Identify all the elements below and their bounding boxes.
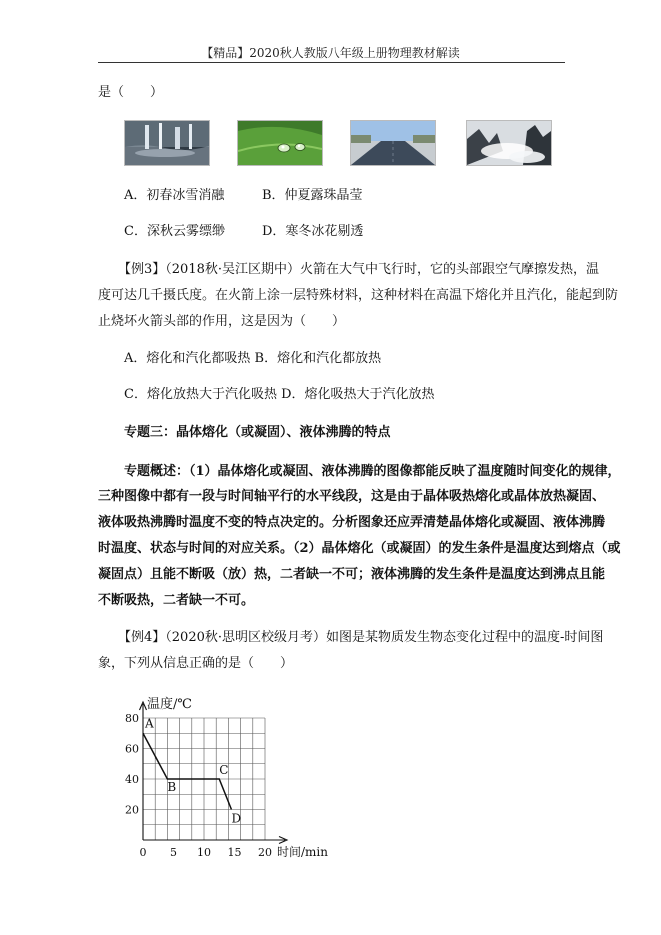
example4-line2: 象，下列从信息正确的是（ ） (98, 656, 294, 671)
y-tick-label: 40 (125, 773, 139, 786)
x-axis-label: 时间/min (277, 845, 328, 859)
x-tick-label: 15 (227, 846, 242, 859)
y-axis-label: 温度/℃ (147, 697, 192, 712)
chart-svg (118, 686, 358, 866)
option-c: C．深秋云雾缥缈 (124, 224, 225, 239)
question-stem-tail: 是（ ） (98, 85, 164, 100)
option-a: A．初春冰雪消融 (124, 188, 225, 203)
dew-on-leaf-photo (237, 120, 323, 166)
topic3-summary-line1: 专题概述：（1）晶体熔化或凝固、液体沸腾的图像都能反映了温度随时间变化的规律， (124, 464, 621, 479)
example3-options-ab: A．熔化和汽化都吸热 B．熔化和汽化都放热 (124, 351, 382, 366)
y-tick-label: 20 (125, 803, 139, 817)
topic3-title: 专题三：晶体熔化（或凝固）、液体沸腾的特点 (124, 425, 391, 440)
temperature-curve (143, 733, 231, 809)
header-divider (98, 62, 565, 63)
y-tick-label: 80 (125, 712, 139, 725)
example3-line2: 度可达几千摄氏度。在火箭上涂一层特殊材料，这种材料在高温下熔化并且汽化，能起到防 (98, 288, 619, 303)
frosty-road-photo (350, 120, 436, 166)
topic3-summary-line5: 凝固点）且能不断吸（放）热，二者缺一不可；液体沸腾的发生条件是温度达到沸点且能 (98, 567, 606, 582)
option-b: B．仲夏露珠晶莹 (262, 188, 363, 203)
x-tick-label: 0 (139, 846, 147, 859)
y-tick-label: 60 (125, 742, 139, 756)
page-header: 【精品】2020秋人教版八年级上册物理教材解读 (201, 46, 460, 60)
example3-line3: 止烧坏火箭头部的作用，这是因为（ ） (98, 314, 346, 329)
topic3-summary-line3: 液体吸热沸腾时温度不变的特点决定的。分析图象还应弄清楚晶体熔化或凝固、液体沸腾 (98, 515, 606, 530)
icicle-melting-water-photo (124, 120, 210, 166)
point-label-c: C (219, 763, 229, 777)
option-d: D．寒冬冰花剔透 (262, 224, 364, 239)
misty-mountain-photo (466, 120, 552, 166)
example3-options-cd: C．熔化放热大于汽化吸热 D．熔化吸热大于汽化放热 (124, 387, 435, 402)
topic3-summary-line2: 三种图像中都有一段与时间轴平行的水平线段，这是由于晶体吸热熔化或晶体放热凝固、 (98, 489, 606, 504)
topic3-summary-line6: 不断吸热，二者缺一不可。 (98, 593, 255, 608)
point-label-d: D (231, 811, 242, 826)
topic3-summary-line4: 时温度、状态与时间的对应关系。（2）晶体熔化（或凝固）的发生条件是温度达到熔点（或 (98, 541, 621, 556)
example3-line1: 【例3】（2018秋·吴江区期中）火箭在大气中飞行时，它的头部跟空气摩擦发热，温 (118, 262, 599, 277)
point-label-b: B (167, 780, 177, 794)
x-tick-label: 20 (258, 846, 272, 859)
x-tick-label: 10 (197, 846, 211, 859)
x-tick-label: 5 (170, 846, 177, 859)
temperature-time-chart (118, 686, 358, 866)
example4-line1: 【例4】（2020秋·思明区校级月考）如图是某物质发生物态变化过程中的温度-时间图 (118, 630, 604, 645)
point-label-a: A (145, 716, 154, 731)
